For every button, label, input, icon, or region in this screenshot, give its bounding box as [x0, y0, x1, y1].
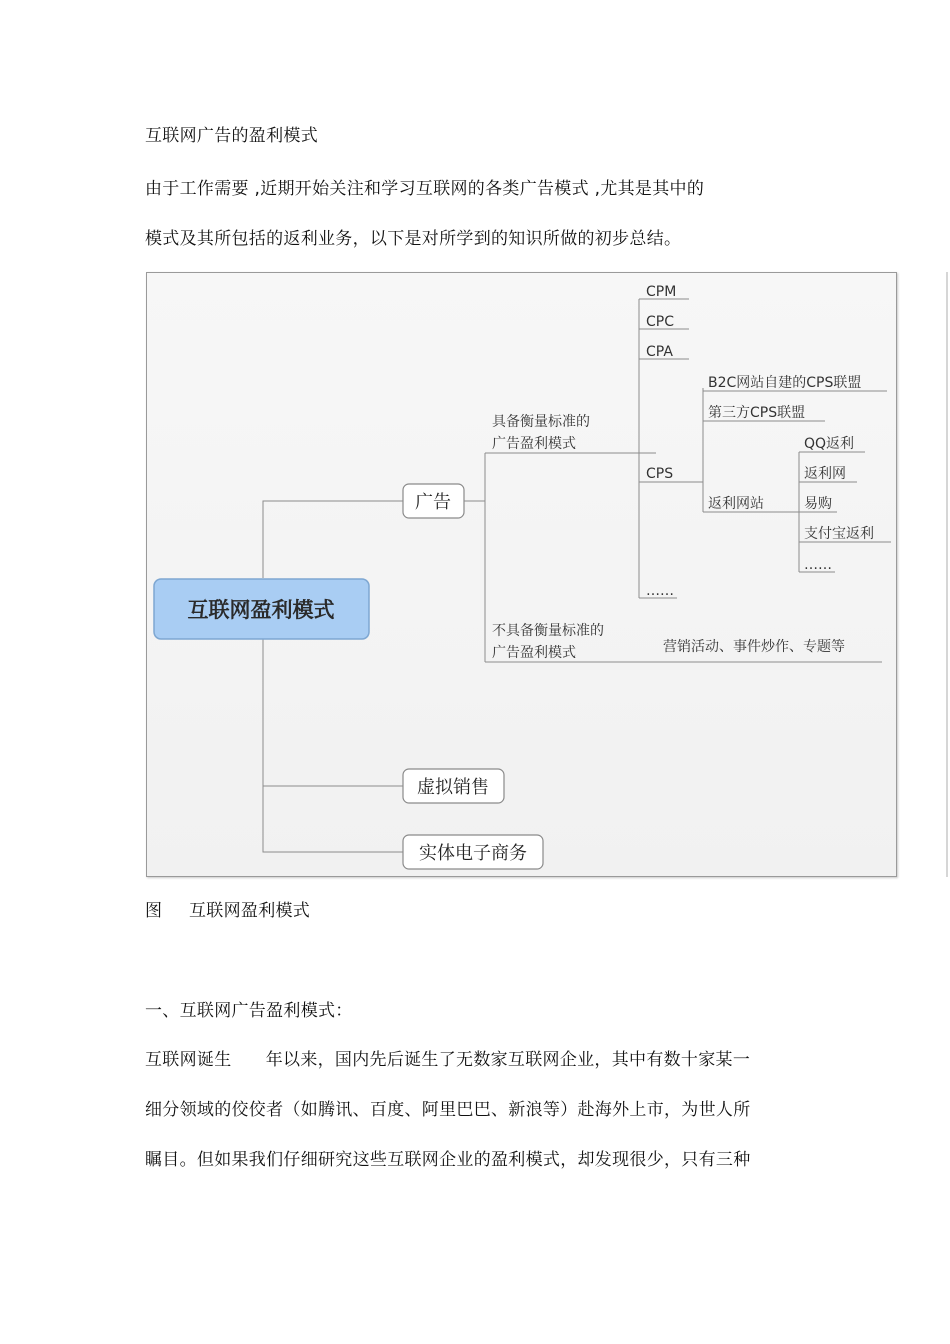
- figure-caption-label: 图: [145, 901, 163, 921]
- document-title: 互联网广告的盈利模式: [145, 126, 318, 146]
- node-qq-rebate: QQ返利: [804, 436, 855, 452]
- node-alipay-rebate: 支付宝返利: [804, 526, 874, 542]
- branch-ecommerce: [403, 835, 543, 869]
- branch-ad-label: 广告: [415, 492, 451, 513]
- node-more-1: ……: [646, 583, 674, 599]
- section-1-line-3: 瞩目。但如果我们仔细研究这些互联网企业的盈利模式，却发现很少，只有三种: [145, 1150, 751, 1170]
- page-edge-line: [946, 272, 948, 877]
- branch-virtual-sales: [403, 769, 504, 803]
- mindmap-figure: [146, 272, 897, 877]
- measurable-label-line1: 具备衡量标准的: [492, 414, 590, 430]
- section-1-heading: 一、互联网广告盈利模式：: [145, 1001, 353, 1021]
- node-yigou: 易购: [804, 496, 832, 512]
- central-node: [154, 579, 369, 639]
- node-rebate-sites: 返利网站: [708, 496, 764, 512]
- branch-ad: [403, 484, 464, 518]
- branch-ecommerce-label: 实体电子商务: [419, 843, 527, 864]
- node-b2c-cps: B2C网站自建的CPS联盟: [708, 375, 862, 391]
- node-fanliwang: 返利网: [804, 466, 846, 482]
- figure-caption-text: 互联网盈利模式: [189, 901, 311, 921]
- section-1-line-1: 互联网诞生 年以来，国内先后诞生了无数家互联网企业，其中有数十家某一: [145, 1050, 751, 1070]
- measurable-label-line2: 广告盈利模式: [492, 436, 576, 452]
- node-cpm: CPM: [646, 284, 677, 300]
- node-third-party-cps: 第三方CPS联盟: [708, 405, 806, 421]
- node-cpa: CPA: [646, 344, 673, 360]
- central-node-label: 互联网盈利模式: [187, 598, 335, 622]
- intro-line-2: 模式及其所包括的返利业务，以下是对所学到的知识所做的初步总结。: [145, 229, 682, 249]
- node-more-2: ……: [804, 557, 832, 573]
- node-marketing: 营销活动、事件炒作、专题等: [663, 639, 845, 655]
- node-cpc: CPC: [646, 314, 674, 330]
- intro-line-1: 由于工作需要 ,近期开始关注和学习互联网的各类广告模式 ,尤其是其中的: [145, 179, 705, 199]
- unmeasurable-label-line1: 不具备衡量标准的: [492, 623, 604, 639]
- unmeasurable-label-line2: 广告盈利模式: [492, 645, 576, 661]
- branch-virtual-sales-label: 虚拟销售: [417, 777, 489, 798]
- node-cps: CPS: [646, 466, 674, 482]
- section-1-line-2: 细分领域的佼佼者（如腾讯、百度、阿里巴巴、新浪等）赴海外上市，为世人所: [145, 1100, 751, 1120]
